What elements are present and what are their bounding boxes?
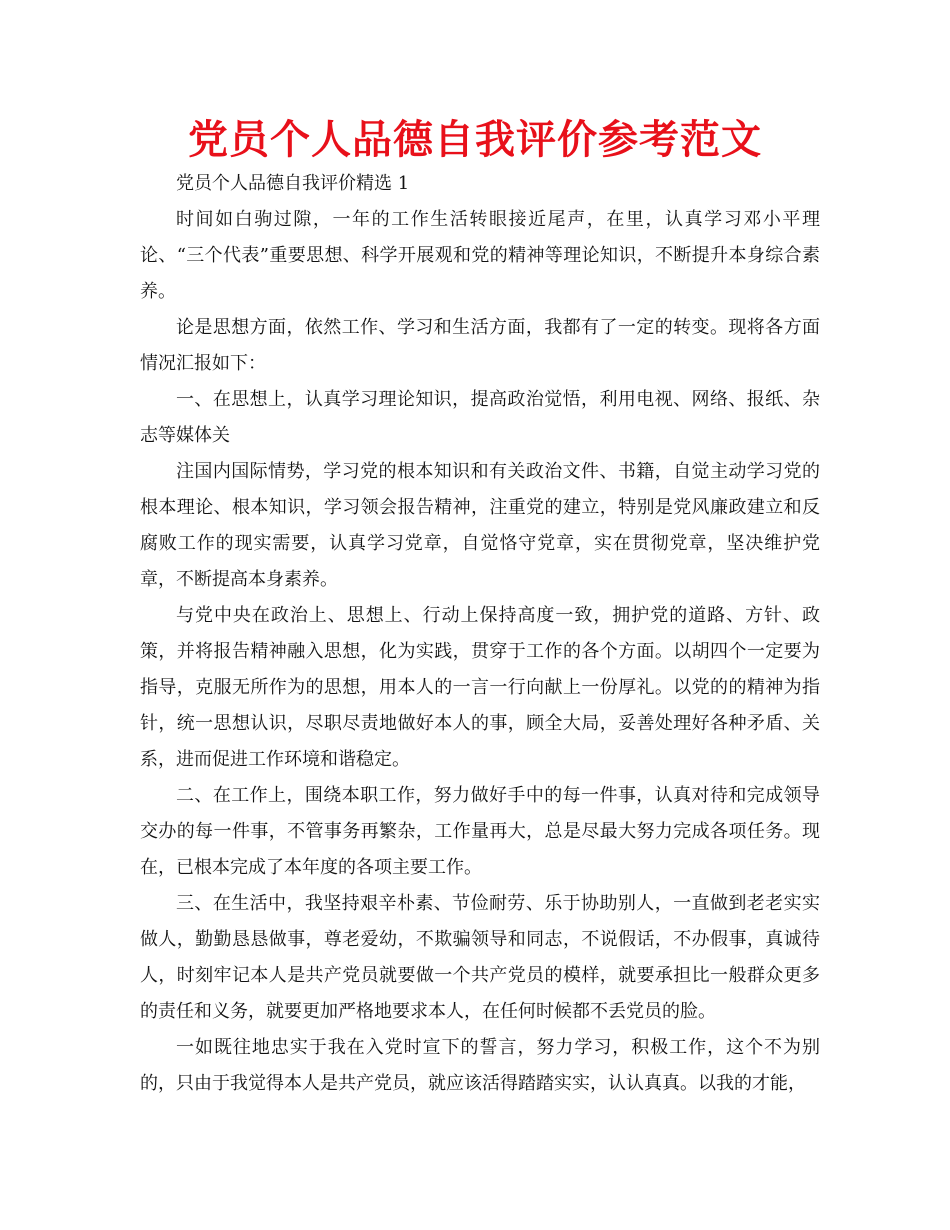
paragraph: 论是思想方面，依然工作、学习和生活方面，我都有了一定的转变。现将各方面情况汇报如下： [140, 317, 820, 374]
paragraph: 三、在生活中，我坚持艰辛朴素、节俭耐劳、乐于协助别人，一直做到老老实实做人，勤勤恳恳做事，尊老爱幼，不欺骗领导和同志，不说假话，不办假事，真诚待人，时刻牢记本人是共产党员就要做一个共产党员的模样，就要承担比一般群众更多的责任和义务，就要更加严格地要求本人，在任何时候都不丢党员的脸。 [140, 893, 820, 1022]
document-title: 党员个人品德自我评价参考范文 [188, 117, 762, 163]
paragraph: 一、在思想上，认真学习理论知识，提高政治觉悟，利用电视、网络、报纸、杂志等媒体关 [140, 389, 820, 446]
paragraph: 与党中央在政治上、思想上、行动上保持高度一致，拥护党的道路、方针、政策，并将报告精神融入思想，化为实践，贯穿于工作的各个方面。以胡四个一定要为指导，克服无所作为的思想，用本人的一言一行向献上一份厚礼。以党的的精神为指针，统一思想认识，尽职尽责地做好本人的事，顾全大局，妥善处理好各种矛盾、关系，进而促进工作环境和谐稳定。 [140, 605, 820, 770]
paragraph: 注国内国际情势，学习党的根本知识和有关政治文件、书籍，自觉主动学习党的根本理论、根本知识，学习领会报告精神，注重党的建立，特别是党风廉政建立和反腐败工作的现实需要，认真学习党章，自觉恪守党章，实在贯彻党章，坚决维护党章，不断提高本身素养。 [140, 461, 820, 590]
paragraph: 党员个人品德自我评价精选 1 [176, 173, 410, 194]
document-body [140, 166, 820, 1102]
paragraph: 一如既往地忠实于我在入党时宣下的誓言，努力学习，积极工作，这个不为别的，只由于我觉得本人是共产党员，就应该活得踏踏实实，认认真真。以我的才能， [140, 1037, 820, 1094]
paragraph: 时间如白驹过隙，一年的工作生活转眼接近尾声，在里，认真学习邓小平理论、“三个代表”重要思想、科学开展观和党的精神等理论知识，不断提升本身综合素养。 [140, 209, 820, 302]
paragraph: 二、在工作上，围绕本职工作，努力做好手中的每一件事，认真对待和完成领导交办的每一件事，不管事务再繁杂，工作量再大，总是尽最大努力完成各项任务。现在，已根本完成了本年度的各项主要工作。 [140, 785, 820, 878]
